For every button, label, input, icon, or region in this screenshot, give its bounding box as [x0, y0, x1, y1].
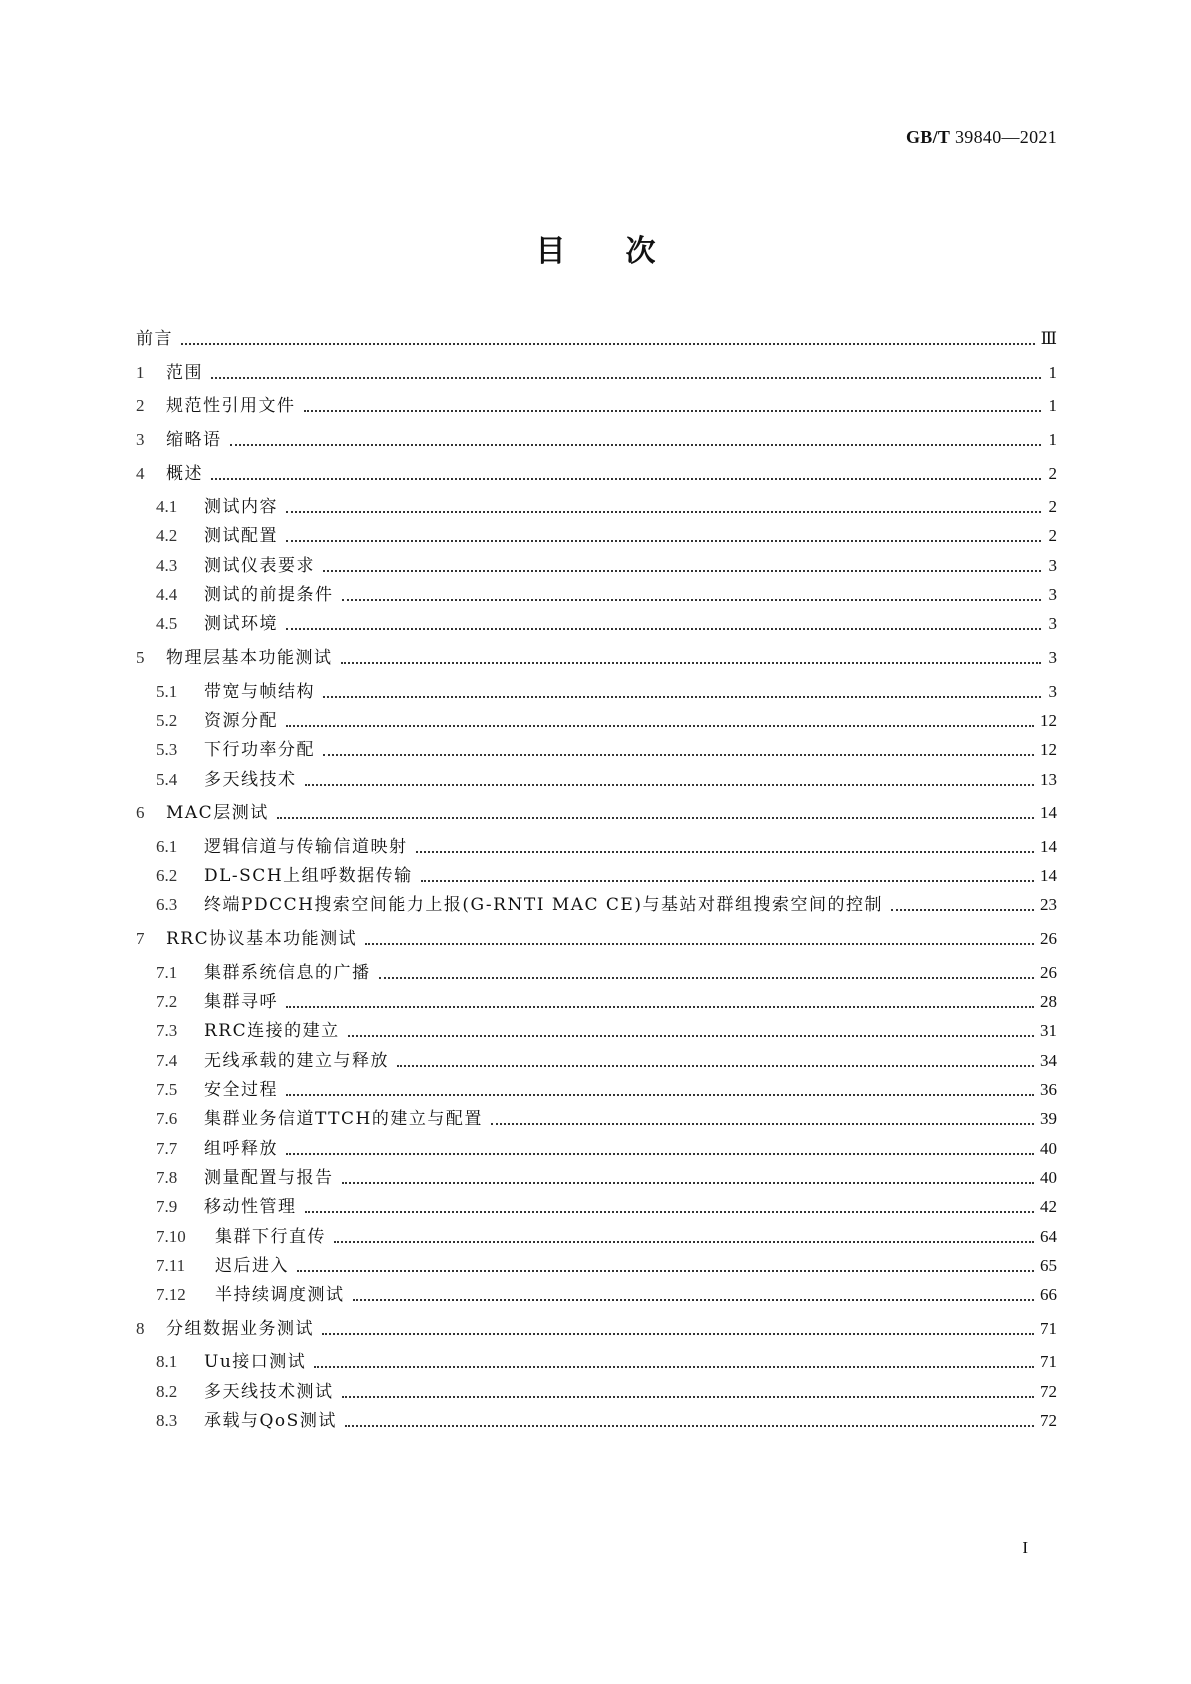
toc-entry-number: 8.2 — [156, 1382, 178, 1401]
toc-entry-number: 7.12 — [156, 1285, 186, 1304]
toc-entry-title: 多天线技术测试 — [204, 1382, 334, 1402]
toc-entry-number: 2 — [136, 396, 145, 415]
toc-entry-number: 7 — [136, 929, 145, 948]
toc-entry-title: DL-SCH上组呼数据传输 — [204, 866, 413, 886]
toc-entry[interactable] — [136, 525, 1057, 547]
toc-entry-number: 7.10 — [156, 1227, 186, 1246]
toc-entry-title: 多天线技术 — [204, 770, 297, 790]
toc-entry-title: 范围 — [166, 363, 203, 383]
toc-entry-number: 7.7 — [156, 1139, 178, 1158]
toc-entry-number: 8 — [136, 1319, 145, 1338]
toc-entry-title: 半持续调度测试 — [215, 1285, 345, 1305]
toc-entry[interactable] — [136, 710, 1057, 732]
toc-entry[interactable] — [136, 584, 1057, 606]
toc-entry-title: RRC连接的建立 — [204, 1021, 340, 1041]
toc-entry[interactable] — [136, 613, 1057, 635]
toc-dot-leader — [286, 1153, 1034, 1155]
toc-entry-number: 6.2 — [156, 866, 178, 885]
toc-entry-number: 5.3 — [156, 740, 178, 759]
toc-entry-title: 测试环境 — [204, 614, 278, 634]
toc-entry-page: 40 — [1040, 1139, 1057, 1158]
toc-entry-number: 7.1 — [156, 963, 178, 982]
toc-dot-leader — [323, 570, 1041, 572]
toc-entry[interactable] — [136, 894, 1057, 916]
toc-entry[interactable] — [136, 555, 1057, 577]
toc-dot-leader — [353, 1299, 1035, 1301]
toc-entry-number: 7.8 — [156, 1168, 178, 1187]
toc-entry-page: 3 — [1048, 682, 1057, 701]
toc-entry-page: 28 — [1040, 992, 1057, 1011]
toc-entry-number: 7.2 — [156, 992, 178, 1011]
toc-entry-page: 71 — [1040, 1352, 1057, 1371]
toc-entry-title: 无线承载的建立与释放 — [204, 1051, 389, 1071]
toc-dot-leader — [181, 343, 1035, 345]
toc-entry[interactable] — [136, 1108, 1057, 1130]
toc-entry[interactable] — [136, 1381, 1057, 1403]
toc-entry[interactable] — [136, 1255, 1057, 1277]
toc-dot-leader — [286, 1094, 1034, 1096]
toc-dot-leader — [211, 377, 1041, 379]
toc-entry[interactable] — [136, 1196, 1057, 1218]
toc-entry-number: 7.6 — [156, 1109, 178, 1128]
toc-entry-page: 36 — [1040, 1080, 1057, 1099]
toc-entry[interactable] — [136, 463, 1057, 485]
toc-entry-number: 7.9 — [156, 1197, 178, 1216]
toc-dot-leader — [323, 754, 1034, 756]
toc-entry-page: 2 — [1048, 526, 1057, 545]
toc-entry-page: 3 — [1048, 556, 1057, 575]
toc-entry[interactable] — [136, 1167, 1057, 1189]
toc-entry[interactable] — [136, 739, 1057, 761]
toc-entry[interactable] — [136, 1410, 1057, 1432]
toc-entry-number: 6 — [136, 803, 145, 822]
toc-entry-number: 5.4 — [156, 770, 178, 789]
toc-entry-number: 8.3 — [156, 1411, 178, 1430]
toc-entry[interactable] — [136, 991, 1057, 1013]
toc-entry[interactable] — [136, 928, 1057, 950]
standard-code — [906, 127, 1057, 148]
toc-entry-title: 集群寻呼 — [204, 992, 278, 1012]
page-number: I — [1022, 1538, 1028, 1557]
toc-entry-page: 66 — [1040, 1285, 1057, 1304]
toc-entry-title: 测试内容 — [204, 497, 278, 517]
toc-dot-leader — [286, 1006, 1034, 1008]
toc-entry-page: 31 — [1040, 1021, 1057, 1040]
toc-entry-number: 1 — [136, 363, 145, 382]
toc-entry-page: 12 — [1040, 711, 1057, 730]
toc-dot-leader — [491, 1123, 1034, 1125]
toc-entry-page: 72 — [1040, 1382, 1057, 1401]
toc-entry-number: 4 — [136, 464, 145, 483]
toc-entry[interactable] — [136, 1020, 1057, 1042]
toc-entry-page: 14 — [1040, 866, 1057, 885]
toc-entry[interactable] — [136, 429, 1057, 451]
toc-dot-leader — [348, 1035, 1034, 1037]
toc-dot-leader — [286, 511, 1041, 513]
toc-entry-page: 14 — [1040, 837, 1057, 856]
toc-dot-leader — [322, 1333, 1034, 1335]
toc-entry[interactable] — [136, 395, 1057, 417]
toc-entry[interactable] — [136, 647, 1057, 669]
toc-entry-number: 4.3 — [156, 556, 178, 575]
toc-entry-title: 集群业务信道TTCH的建立与配置 — [204, 1109, 483, 1129]
toc-entry-number: 4.1 — [156, 497, 178, 516]
toc-entry-title: 物理层基本功能测试 — [166, 648, 333, 668]
toc-entry[interactable] — [136, 802, 1057, 824]
toc-entry-title: 承载与QoS测试 — [204, 1411, 337, 1431]
toc-entry-title: 安全过程 — [204, 1080, 278, 1100]
toc-entry-title: 规范性引用文件 — [166, 396, 296, 416]
page-title: 目次 — [535, 234, 716, 269]
toc-dot-leader — [305, 1211, 1035, 1213]
toc-entry[interactable] — [136, 836, 1057, 858]
toc-dot-leader — [314, 1366, 1034, 1368]
toc-entry[interactable] — [136, 1050, 1057, 1072]
standard-code-prefix: GB/T — [905, 127, 951, 147]
toc-entry-number: 5.2 — [156, 711, 178, 730]
toc-entry[interactable] — [136, 362, 1057, 384]
toc-entry-page: 3 — [1048, 648, 1057, 667]
toc-entry-number: 6.1 — [156, 837, 178, 856]
toc-entry-title: RRC协议基本功能测试 — [166, 929, 358, 949]
toc-entry-number: 7.5 — [156, 1080, 178, 1099]
toc-dot-leader — [421, 880, 1034, 882]
toc-entry-title: 下行功率分配 — [204, 740, 315, 760]
toc-dot-leader — [365, 943, 1034, 945]
toc-entry-title: 分组数据业务测试 — [166, 1319, 314, 1339]
toc-entry-page: 40 — [1040, 1168, 1057, 1187]
toc-entry-page: 39 — [1040, 1109, 1057, 1128]
toc-entry-page: Ⅲ — [1040, 329, 1057, 348]
toc-entry[interactable] — [136, 681, 1057, 703]
toc-entry-page: 64 — [1040, 1227, 1057, 1246]
toc-entry-title: 集群下行直传 — [215, 1227, 326, 1247]
toc-dot-leader — [334, 1241, 1034, 1243]
toc-dot-leader — [286, 725, 1034, 727]
toc-entry-page: 34 — [1040, 1051, 1057, 1070]
toc-entry-title: 资源分配 — [204, 711, 278, 731]
toc-entry[interactable] — [136, 1351, 1057, 1373]
toc-entry-title: Uu接口测试 — [204, 1352, 307, 1372]
toc-entry-page: 26 — [1040, 929, 1057, 948]
toc-entry[interactable] — [136, 1226, 1057, 1248]
toc-entry-page: 1 — [1048, 363, 1057, 382]
toc-entry-page: 23 — [1040, 895, 1057, 914]
toc-dot-leader — [342, 1182, 1035, 1184]
toc-entry-title: MAC层测试 — [166, 803, 269, 823]
toc-entry-title: 组呼释放 — [204, 1139, 278, 1159]
toc-entry-number: 7.3 — [156, 1021, 178, 1040]
toc-dot-leader — [230, 444, 1042, 446]
toc-entry-title: 测量配置与报告 — [204, 1168, 334, 1188]
toc-entry-page: 12 — [1040, 740, 1057, 759]
toc-entry-page: 1 — [1048, 396, 1057, 415]
toc-entry-number: 4.4 — [156, 585, 178, 604]
toc-entry-title: 集群系统信息的广播 — [204, 963, 371, 983]
toc-dot-leader — [297, 1270, 1034, 1272]
toc-entry-number: 4.5 — [156, 614, 178, 633]
toc-entry-page: 13 — [1040, 770, 1057, 789]
toc-dot-leader — [342, 599, 1042, 601]
toc-entry-title: 带宽与帧结构 — [204, 682, 315, 702]
toc-dot-leader — [304, 410, 1042, 412]
toc-dot-leader — [397, 1065, 1034, 1067]
toc-entry[interactable] — [136, 496, 1057, 518]
toc-entry-page: 3 — [1048, 585, 1057, 604]
toc-entry-title: 测试仪表要求 — [204, 556, 315, 576]
toc-entry-page: 3 — [1048, 614, 1057, 633]
toc-entry-number: 4.2 — [156, 526, 178, 545]
toc-entry-number: 3 — [136, 430, 145, 449]
toc-entry[interactable] — [136, 1318, 1057, 1340]
toc-dot-leader — [379, 977, 1035, 979]
toc-dot-leader — [891, 909, 1034, 911]
toc-entry[interactable] — [136, 1284, 1057, 1306]
toc-entry[interactable] — [136, 865, 1057, 887]
toc-dot-leader — [345, 1425, 1034, 1427]
toc-entry-page: 1 — [1048, 430, 1057, 449]
toc-entry-title: 移动性管理 — [204, 1197, 297, 1217]
toc-entry-page: 71 — [1040, 1319, 1057, 1338]
toc-entry-title: 测试配置 — [204, 526, 278, 546]
toc-dot-leader — [286, 628, 1041, 630]
toc-entry-page: 14 — [1040, 803, 1057, 822]
toc-entry-number: 8.1 — [156, 1352, 178, 1371]
toc-entry-title: 测试的前提条件 — [204, 585, 334, 605]
toc-dot-leader — [341, 662, 1042, 664]
toc-entry-title: 缩略语 — [166, 430, 222, 450]
toc-entry-page: 65 — [1040, 1256, 1057, 1275]
toc-entry[interactable] — [136, 1079, 1057, 1101]
toc-entry-page: 42 — [1040, 1197, 1057, 1216]
toc-entry-page: 2 — [1048, 464, 1057, 483]
toc-entry-number: 6.3 — [156, 895, 178, 914]
toc-entry-page: 72 — [1040, 1411, 1057, 1430]
toc-entry-title: 逻辑信道与传输信道映射 — [204, 837, 408, 857]
toc-entry-number: 5 — [136, 648, 145, 667]
toc-entry[interactable] — [136, 769, 1057, 791]
toc-dot-leader — [323, 696, 1041, 698]
toc-entry-page: 26 — [1040, 963, 1057, 982]
toc-entry-number: 7.11 — [156, 1256, 186, 1275]
toc-entry-title: 前言 — [136, 329, 173, 349]
toc-entry-title: 迟后进入 — [215, 1256, 289, 1276]
toc-dot-leader — [286, 540, 1041, 542]
toc-dot-leader — [416, 851, 1035, 853]
toc-entry[interactable] — [136, 1138, 1057, 1160]
toc-dot-leader — [305, 784, 1035, 786]
toc-dot-leader — [342, 1396, 1035, 1398]
toc-entry[interactable] — [136, 328, 1057, 350]
toc-entry-page: 2 — [1048, 497, 1057, 516]
standard-code-number: 39840—2021 — [955, 127, 1057, 147]
toc-entry-number: 7.4 — [156, 1051, 178, 1070]
toc-entry-number: 5.1 — [156, 682, 178, 701]
toc-entry-title: 终端PDCCH搜索空间能力上报(G-RNTI MAC CE)与基站对群组搜索空间的控制 — [204, 895, 883, 915]
toc-dot-leader — [277, 817, 1034, 819]
toc-entry[interactable] — [136, 962, 1057, 984]
toc-dot-leader — [211, 478, 1041, 480]
toc-entry-title: 概述 — [166, 464, 203, 484]
